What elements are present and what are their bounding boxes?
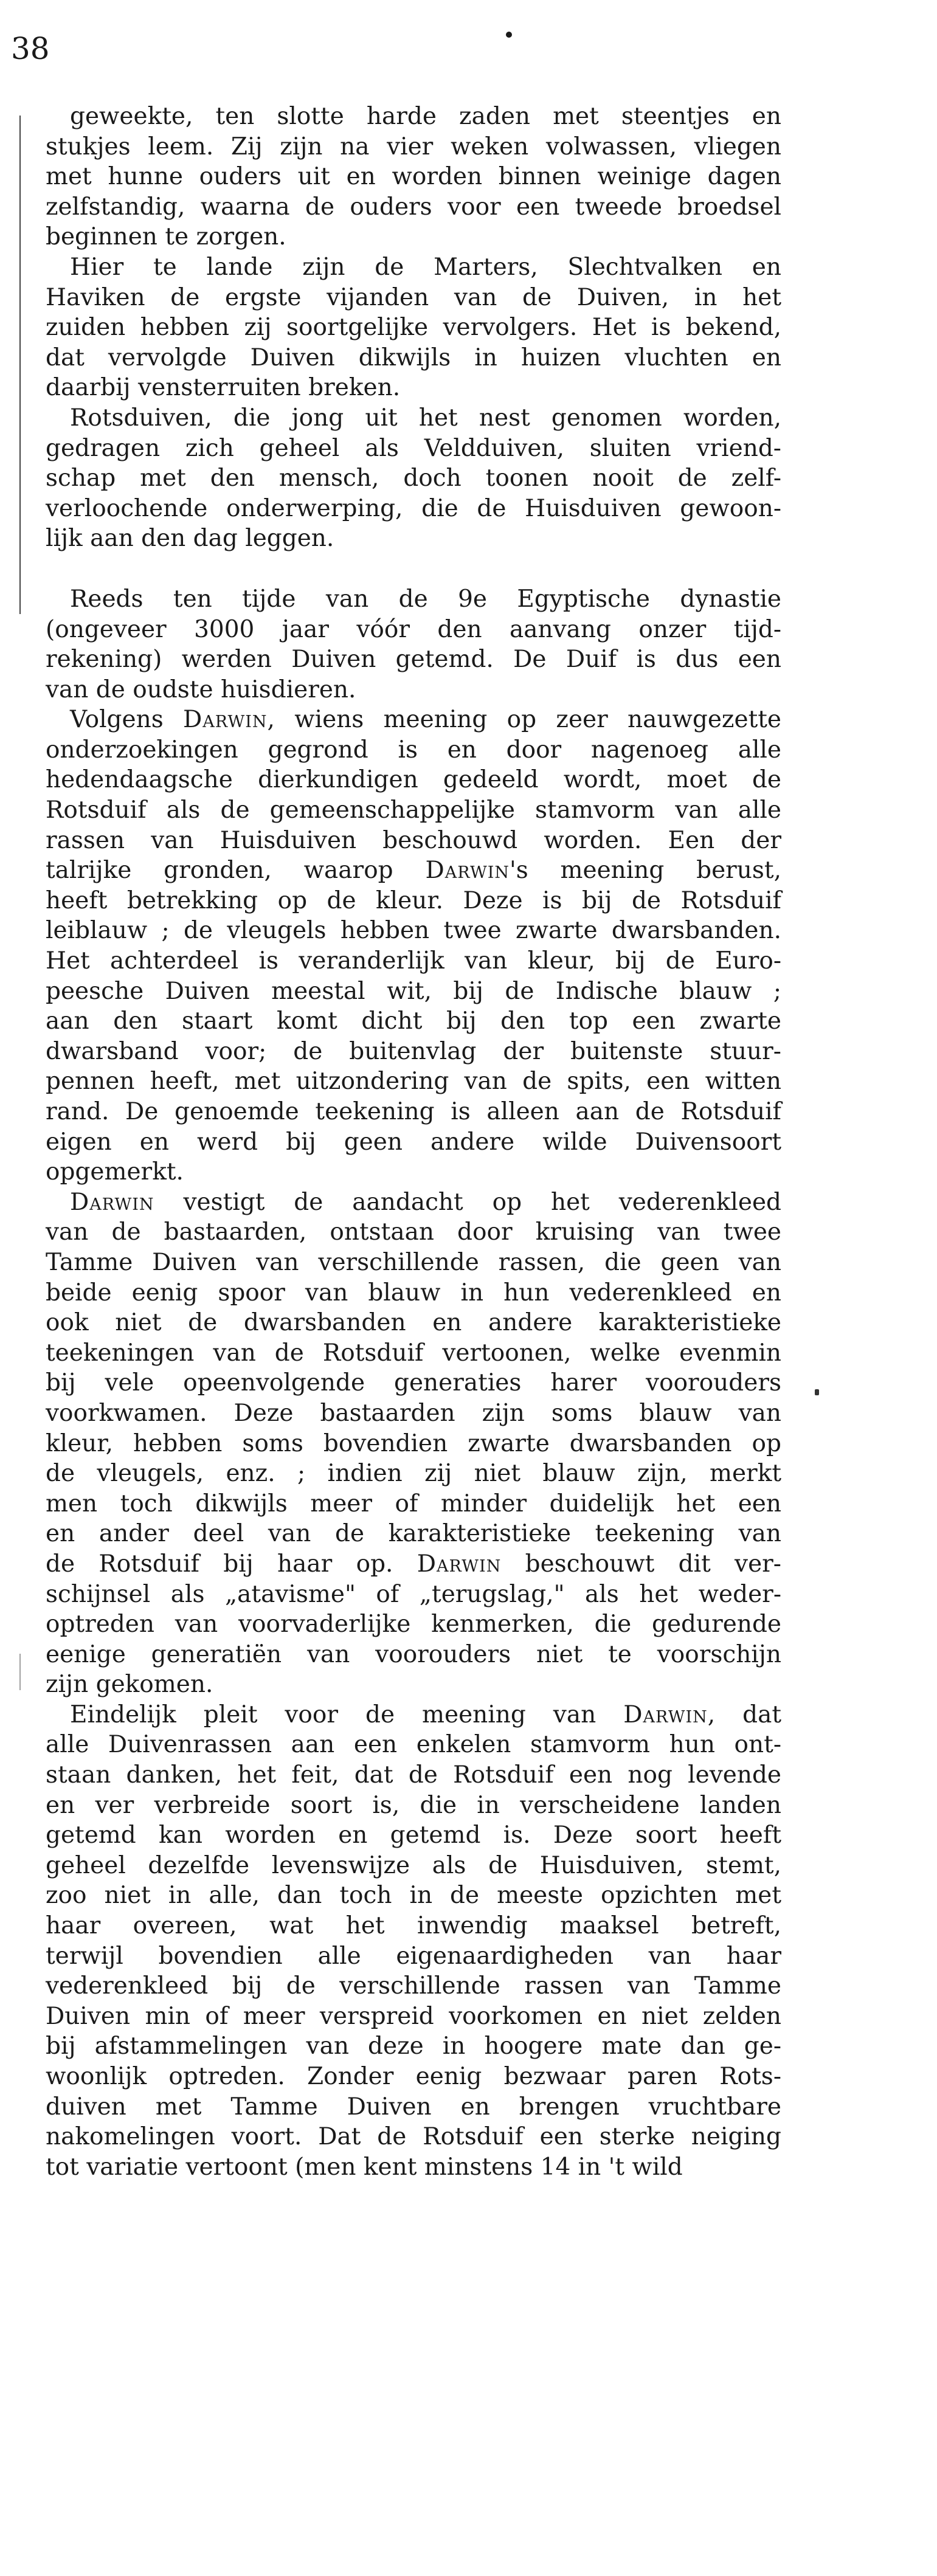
- text-line: haar overeen, wat het inwendig maaksel betreft,: [46, 1912, 781, 1940]
- text-line: leiblauw ; de vleugels hebben twee zwarte dwarsbanden.: [46, 917, 781, 945]
- text-line: Duiven min of meer verspreid voorkomen en niet zelden: [46, 2002, 781, 2030]
- text-line: staan danken, het feit, dat de Rotsduif een nog levende: [46, 1761, 781, 1789]
- text-line: teekeningen van de Rotsduif vertoonen, welke evenmin: [46, 1339, 781, 1367]
- text-line: en ver verbreide soort is, die in verscheidene landen: [46, 1791, 781, 1819]
- text-line: Rotsduif als de gemeenschappelijke stamvorm van alle: [46, 796, 781, 824]
- text-line: zijn gekomen.: [46, 1671, 213, 1699]
- text-line: heeft betrekking op de kleur. Deze is bij de Rotsduif: [46, 886, 781, 914]
- text-line: dat vervolgde Duiven dikwijls in huizen vluchten en: [46, 344, 781, 371]
- text-line: terwijl bovendien alle eigenaardigheden van haar: [46, 1942, 781, 1970]
- text-line: Volgens Darwin, wiens meening op zeer nauwgezette: [70, 706, 781, 734]
- text-line: van de bastaarden, ontstaan door kruising van twee: [46, 1218, 781, 1246]
- page-number: 38: [11, 31, 50, 66]
- text-line: rekening) werden Duiven getemd. De Duif is dus een: [46, 646, 781, 674]
- margin-rule: [19, 116, 21, 614]
- paragraph: [46, 403, 781, 554]
- text-line: duiven met Tamme Duiven en brengen vruchtbare: [46, 2093, 781, 2121]
- text-line: alle Duivenrassen aan een enkelen stamvorm hun ont-: [46, 1731, 781, 1759]
- text-line: dwarsband voor; de buitenvlag der buitenste stuur-: [46, 1037, 781, 1065]
- text-line: (ongeveer 3000 jaar vóór den aanvang onzer tijd-: [46, 615, 781, 643]
- body-text: [46, 102, 781, 2182]
- text-line: gedragen zich geheel als Veldduiven, sluiten vriend-: [46, 434, 781, 462]
- text-line: talrijke gronden, waarop Darwin's meening berust,: [46, 857, 782, 885]
- paragraph: [46, 1700, 781, 2183]
- author-name: Darwin: [425, 857, 510, 885]
- text-line: beginnen te zorgen.: [46, 223, 286, 251]
- text-line: Rotsduiven, die jong uit het nest genomen worden,: [70, 404, 781, 432]
- margin-speck: [815, 1389, 819, 1395]
- text-line: de Rotsduif bij haar op. Darwin beschouwt dit ver-: [46, 1550, 781, 1578]
- text-line: Tamme Duiven van verschillende rassen, die geen van: [46, 1248, 781, 1276]
- text-line: beide eenig spoor van blauw in hun vederenkleed en: [46, 1279, 781, 1307]
- text-line: zuiden hebben zij soortgelijke vervolgers. Het is bekend,: [46, 314, 781, 342]
- text-line: geweekte, ten slotte harde zaden met steentjes en: [70, 103, 781, 130]
- text-line: Reeds ten tijde van de 9e Egyptische dynastie: [70, 585, 781, 613]
- text-line: peesche Duiven meestal wit, bij de Indische blauw ;: [46, 977, 781, 1005]
- text-line: vederenkleed bij de verschillende rassen van Tamme: [46, 1972, 781, 2000]
- text-line: stukjes leem. Zij zijn na vier weken volwassen, vliegen: [46, 133, 781, 161]
- paragraph: [46, 252, 781, 403]
- text-line: schap met den mensch, doch toonen nooit de zelf-: [46, 464, 781, 492]
- text-line: men toch dikwijls meer of minder duidelijk het een: [46, 1490, 781, 1518]
- text-line: Hier te lande zijn de Marters, Slechtvalken en: [70, 253, 781, 281]
- text-line: bij afstammelingen van deze in hoogere mate dan ge-: [46, 2032, 781, 2060]
- text-line: de vleugels, enz. ; indien zij niet blauw zijn, merkt: [46, 1460, 781, 1488]
- text-line: tot variatie vertoont (men kent minstens 14 in 't wild: [46, 2153, 683, 2181]
- text-line: onderzoekingen gegrond is en door nagenoeg alle: [46, 736, 781, 764]
- text-line: met hunne ouders uit en worden binnen weinige dagen: [46, 163, 781, 191]
- text-line: Darwin vestigt de aandacht op het vederenkleed: [70, 1188, 781, 1216]
- text-line: optreden van voorvaderlijke kenmerken, die gedurende: [46, 1611, 781, 1638]
- text-line: ook niet de dwarsbanden en andere karakteristieke: [46, 1309, 781, 1337]
- text-line: rassen van Huisduiven beschouwd worden. Een der: [46, 826, 781, 854]
- paragraph: [46, 584, 781, 705]
- text-line: voorkwamen. Deze bastaarden zijn soms blauw van: [46, 1399, 781, 1427]
- text-line: Het achterdeel is veranderlijk van kleur, bij de Euro-: [46, 947, 781, 975]
- text-line: woonlijk optreden. Zonder eenig bezwaar paren Rots-: [46, 2063, 781, 2090]
- text-line: rand. De genoemde teekening is alleen aan de Rotsduif: [46, 1098, 781, 1125]
- text-line: van de oudste huisdieren.: [46, 675, 356, 703]
- author-name: Darwin: [417, 1550, 502, 1578]
- text-line: lijk aan den dag leggen.: [46, 525, 334, 553]
- text-line: hedendaagsche dierkundigen gedeeld wordt, moet de: [46, 766, 781, 794]
- paragraph: [46, 1187, 781, 1700]
- text-line: verloochende onderwerping, die de Huisduiven gewoon-: [46, 494, 781, 522]
- paragraph: [46, 102, 781, 252]
- text-line: kleur, hebben soms bovendien zwarte dwarsbanden op: [46, 1429, 781, 1457]
- text-line: eenige generatiën van voorouders niet te voorschijn: [46, 1640, 781, 1668]
- paragraph: [46, 705, 781, 1187]
- text-line: geheel dezelfde levenswijze als de Huisduiven, stemt,: [46, 1851, 781, 1879]
- text-line: Haviken de ergste vijanden van de Duiven, in het: [46, 283, 781, 311]
- text-line: nakomelingen voort. Dat de Rotsduif een sterke neiging: [46, 2123, 781, 2151]
- text-line: zoo niet in alle, dan toch in de meeste opzichten met: [46, 1882, 781, 1910]
- margin-rule-lower: [19, 1654, 21, 1690]
- text-line: Eindelijk pleit voor de meening van Darwin, dat: [70, 1701, 781, 1728]
- text-line: bij vele opeenvolgende generaties harer voorouders: [46, 1369, 781, 1397]
- text-line: en ander deel van de karakteristieke teekening van: [46, 1520, 781, 1548]
- printer-dot-mark: [506, 32, 512, 38]
- text-line: daarbij vensterruiten breken.: [46, 374, 401, 402]
- author-name: Darwin: [183, 706, 268, 734]
- text-line: aan den staart komt dicht bij den top een zwarte: [46, 1007, 781, 1035]
- section-gap: [46, 554, 781, 584]
- text-line: opgemerkt.: [46, 1158, 184, 1186]
- author-name: Darwin: [70, 1188, 154, 1216]
- author-name: Darwin: [623, 1701, 708, 1728]
- text-line: schijnsel als „atavisme" of „terugslag," als het weder-: [46, 1580, 781, 1608]
- text-line: zelfstandig, waarna de ouders voor een tweede broedsel: [46, 193, 781, 221]
- text-line: pennen heeft, met uitzondering van de spits, een witten: [46, 1068, 781, 1096]
- text-line: eigen en werd bij geen andere wilde Duivensoort: [46, 1128, 781, 1156]
- text-line: getemd kan worden en getemd is. Deze soort heeft: [46, 1822, 781, 1849]
